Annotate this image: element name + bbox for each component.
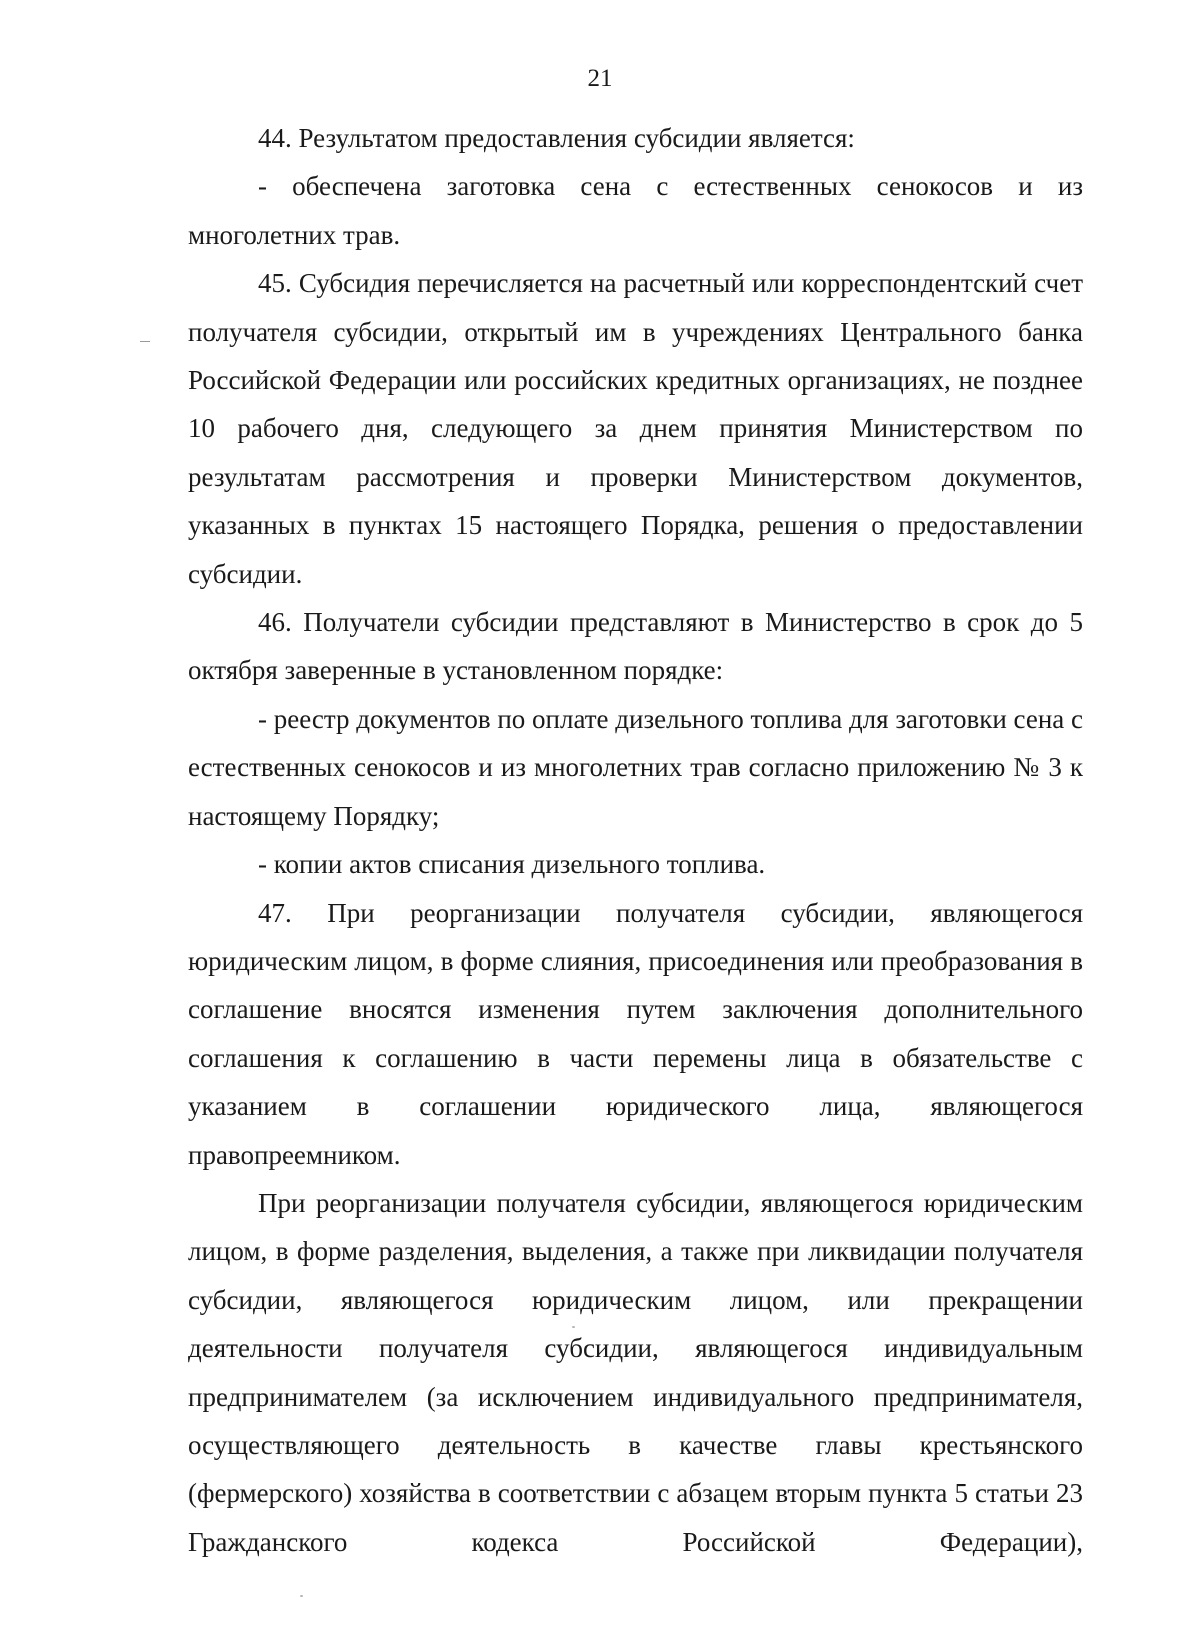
scan-speck [300, 1595, 303, 1597]
paragraph-46: 46. Получатели субсидии представляют в Министерство в срок до 5 октября заверенные в установленном порядке: [188, 607, 1083, 686]
paragraph-47: 47. При реорганизации получателя субсидии, являющегося юридическим лицом, в форме слияния, присоединения или преобразования в соглашение вносятся изменения путем заключения дополнительного соглашения к соглашению в части перемены лица в обязательстве с указанием в соглашении юридического лица, являющегося правопреемником. [188, 897, 1083, 1170]
paragraph-47-continued: При реорганизации получателя субсидии, являющегося юридическим лицом, в форме разделения, выделения, а также при ликвидации получателя субсидии, являющегося юридическим лицом, или прекращении деятельности получателя субсидии, являющегося индивидуальным предпринимателем (за исключением индивидуального предпринимателя, осуществляющего деятельность в качестве главы крестьянского (фермерского) хозяйства в соответствии с абзацем вторым пункта 5 статьи 23 Гражданского кодекса Российской Федерации), [188, 1187, 1083, 1557]
paragraph-44-item: - обеспечена заготовка сена с естественных сенокосов и из многолетних трав. [188, 171, 1083, 250]
paragraph-44: 44. Результатом предоставления субсидии является: [258, 123, 855, 153]
paragraph-45: 45. Субсидия перечисляется на расчетный или корреспондентский счет получателя субсидии, открытый им в учреждениях Центрального банка Российской Федерации или российских кредитных организациях, не позднее 10 рабочего дня, следующего за днем принятия Министерством по результатам рассмотрения и проверки Министерством документов, указанных в пунктах 15 настоящего Порядка, решения о предоставлении субсидии. [188, 268, 1083, 589]
paragraph-46-item-registry: - реестр документов по оплате дизельного топлива для заготовки сена с естественных сенокосов и из многолетних трав согласно приложению № 3 к настоящему Порядку; [188, 703, 1083, 831]
scan-margin-mark [140, 341, 150, 342]
document-body [188, 114, 1083, 1566]
page-number: 21 [587, 65, 613, 92]
paragraph-46-item-acts: - копии актов списания дизельного топлива. [258, 849, 766, 880]
